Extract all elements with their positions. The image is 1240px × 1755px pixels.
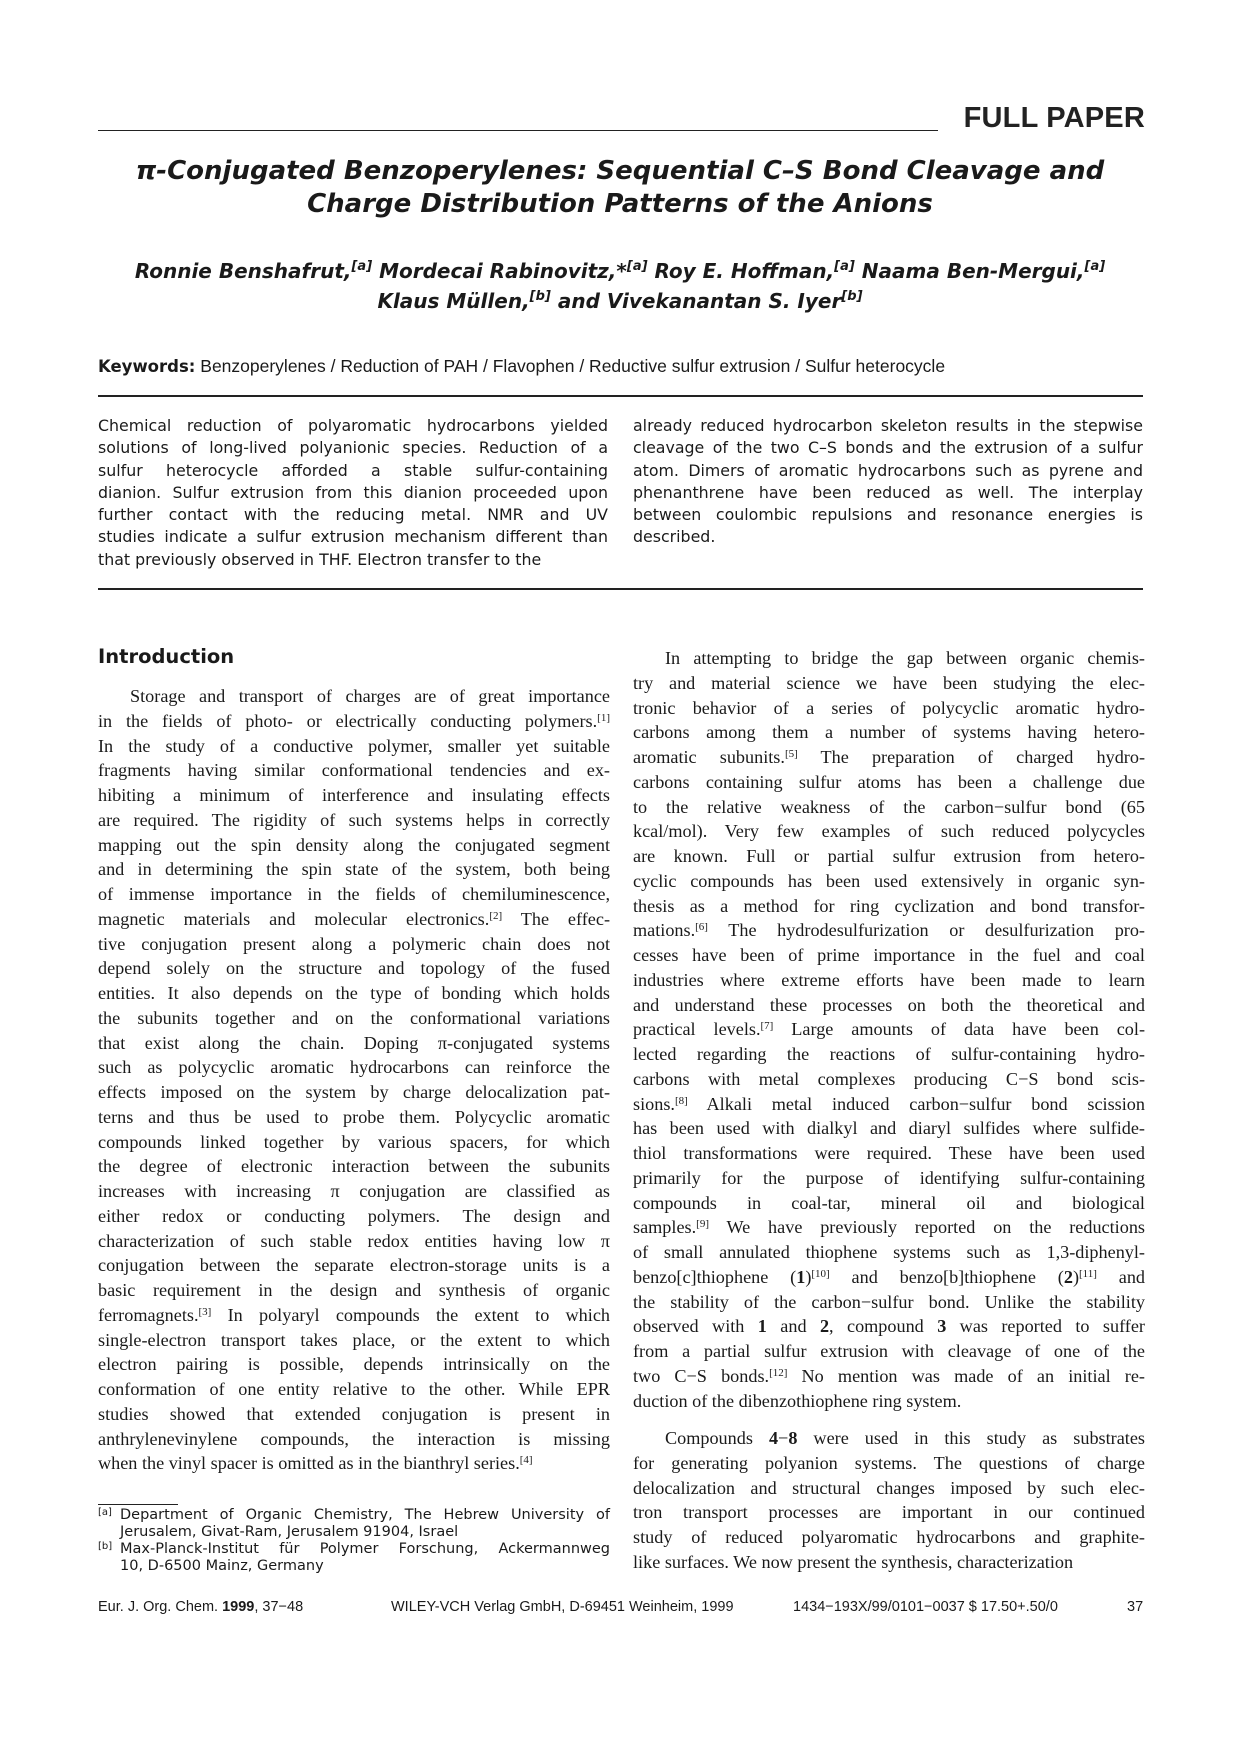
reference-citation: [12] — [769, 1366, 788, 1379]
author-affiliation: [a] — [626, 259, 648, 274]
body-line: in the fields of photo- or electrically conducting polymers.[1] — [98, 710, 610, 731]
footnote-line: 10, D-6500 Mainz, Germany — [120, 1558, 324, 1574]
body-line: cyclic compounds has been used extensively in organic syn- — [633, 870, 1145, 891]
abstract-line: solutions of long-lived polyanionic species. Reduction of a — [98, 438, 608, 458]
body-line: studies showed that extended conjugation is present in — [98, 1403, 610, 1424]
compound-number: 3 — [937, 1316, 947, 1337]
title-line-1: π-Conjugated Benzoperylenes: Sequential C–S Bond Cleavage and — [135, 156, 1105, 186]
footer-publisher: WILEY-VCH Verlag GmbH, D-69451 Weinheim, 1999 — [391, 1599, 734, 1615]
body-line: duction of the dibenzothiophene ring system. — [633, 1390, 962, 1411]
body-line: are known. Full or partial sulfur extrusion from hetero- — [633, 846, 1145, 866]
body-line: that exist along the chain. Doping π-conjugated systems — [98, 1032, 610, 1053]
body-line: mations.[6] The hydrodesulfurization or desulfurization pro- — [633, 920, 1145, 941]
author-line-2 — [98, 286, 1142, 316]
title-line-2: Charge Distribution Patterns of the Anions — [307, 189, 933, 219]
body-line: from a partial sulfur extrusion with cleavage of one of the — [633, 1341, 1145, 1361]
reference-citation: [3] — [198, 1305, 212, 1318]
body-line: compounds in coal-tar, mineral oil and biological — [633, 1192, 1145, 1213]
body-line: electron pairing is possible, depends intrinsically on the — [98, 1354, 610, 1375]
author-affiliation: [a] — [351, 259, 373, 274]
affiliation-footnotes — [98, 1507, 610, 1575]
author-name: Ronnie Benshafrut, — [134, 259, 352, 283]
abstract-left-column — [98, 415, 608, 571]
body-line: tronic behavior of a series of polycyclic aromatic hydro- — [633, 697, 1145, 718]
footer-journal: Eur. J. Org. Chem. — [98, 1599, 219, 1615]
body-line: In the study of a conductive polymer, smaller yet suitable — [98, 735, 610, 756]
keywords-label: Keywords: — [98, 357, 196, 376]
abstract-bottom-rule — [98, 588, 1143, 590]
reference-citation: [11] — [1079, 1267, 1097, 1280]
reference-citation: [2] — [489, 909, 503, 922]
body-line: samples.[9] We have previously reported on the reductions — [633, 1217, 1145, 1238]
reference-citation: [4] — [519, 1454, 533, 1467]
author-affiliation: [b] — [529, 289, 551, 304]
body-line: Compounds 4−8 were used in this study as substrates — [665, 1428, 1146, 1448]
paper-title — [120, 155, 1120, 221]
body-line: of small annulated thiophene systems such as 1,3-diphenyl- — [633, 1242, 1145, 1262]
footnote-mark: [a] — [98, 1507, 112, 1518]
body-line: industries where extreme efforts have been made to learn — [633, 969, 1145, 990]
body-line: characterization of such stable redox entities having low π — [98, 1230, 610, 1251]
body-line: when the vinyl spacer is omitted as in the bianthryl series.[4] — [98, 1453, 533, 1474]
abstract-line: dianion. Sulfur extrusion from this dianion proceeded upon — [98, 482, 608, 502]
body-line: primarily for the purpose of identifying sulfur-containing — [633, 1167, 1145, 1188]
body-line: aromatic subunits.[5] The preparation of charged hydro- — [633, 747, 1146, 767]
body-line: thiol transformations were required. These have been used — [633, 1143, 1145, 1163]
body-line: fragments having similar conformational tendencies and ex- — [98, 760, 610, 781]
body-line: and in determining the spin state of the system, both being — [98, 859, 610, 880]
author-name: Naama Ben-Mergui, — [861, 259, 1085, 283]
body-line: and understand these processes on both the theoretical and — [633, 994, 1145, 1015]
body-line: try and material science we have been studying the elec- — [633, 672, 1145, 693]
reference-citation: [8] — [674, 1094, 688, 1107]
body-line: hibiting a minimum of interference and insulating effects — [98, 785, 610, 805]
reference-citation: [9] — [696, 1218, 709, 1231]
body-line: kcal/mol). Very few examples of such reduced polycycles — [633, 821, 1145, 842]
keywords — [98, 354, 1143, 379]
body-line: tron transport processes are important in our continued — [633, 1502, 1145, 1523]
abstract-line: cleavage of the two C–S bonds and the extrusion of a sulfur — [633, 438, 1143, 458]
body-line: conformation of one entity relative to the other. While EPR — [98, 1379, 610, 1399]
body-line: the subunits together and on the conformational variations — [98, 1007, 610, 1028]
footer-code: 1434−193X/99/0101−0037 $ 17.50+.50/0 — [793, 1599, 1058, 1615]
footnote-mark: [b] — [98, 1541, 113, 1552]
author-name: Mordecai Rabinovitz,* — [379, 259, 627, 283]
footnote — [98, 1507, 610, 1541]
footnote-line: Jerusalem, Givat-Ram, Jerusalem 91904, Israel — [120, 1524, 459, 1540]
body-line: effects imposed on the system by charge delocalization pat- — [98, 1082, 610, 1102]
reference-citation: [1] — [597, 711, 610, 724]
body-line: study of reduced polyaromatic hydrocarbons and graphite- — [633, 1527, 1145, 1547]
body-line: benzo[c]thiophene (1)[10] and benzo[b]thiophene (2)[11] and — [633, 1266, 1146, 1287]
author-list — [98, 256, 1142, 316]
body-line: terns and thus be used to probe them. Polycyclic aromatic — [98, 1106, 610, 1127]
body-line: the stability of the carbon−sulfur bond. Unlike the stability — [633, 1291, 1145, 1312]
body-line: compounds linked together by various spacers, for which — [98, 1131, 610, 1152]
body-line: increases with increasing π conjugation are classified as — [98, 1181, 610, 1201]
author-name: and Vivekanantan S. Iyer — [557, 289, 842, 313]
body-line: depend solely on the structure and topology of the fused — [98, 958, 610, 979]
body-line: practical levels.[7] Large amounts of data have been col- — [633, 1019, 1145, 1040]
body-line: In attempting to bridge the gap between organic chemis- — [665, 648, 1145, 668]
footnote-line: Max-Planck-Institut für Polymer Forschung, Ackermannweg — [120, 1541, 610, 1557]
abstract-line: further contact with the reducing metal. NMR and UV — [98, 505, 608, 525]
body-line: to the relative weakness of the carbon−sulfur bond (65 — [633, 796, 1145, 817]
body-line: ferromagnets.[3] In polyaryl compounds the extent to which — [98, 1304, 610, 1325]
body-line: tive conjugation present along a polymeric chain does not — [98, 933, 610, 954]
body-line: magnetic materials and molecular electronics.[2] The effec- — [98, 908, 610, 929]
header-rule — [98, 130, 938, 131]
author-affiliation: [b] — [841, 289, 863, 304]
introduction-left-column — [98, 684, 610, 1476]
body-line: like surfaces. We now present the synthesis, characterization — [633, 1551, 1074, 1572]
abstract-line: between coulombic repulsions and resonance energies is — [633, 505, 1143, 525]
abstract-line: Chemical reduction of polyaromatic hydrocarbons yielded — [98, 416, 608, 435]
abstract-line: studies indicate a sulfur extrusion mechanism different than — [98, 527, 608, 547]
body-line: either redox or conducting polymers. The design and — [98, 1205, 610, 1226]
body-line: basic requirement in the design and synthesis of organic — [98, 1280, 610, 1300]
abstract-line: already reduced hydrocarbon skeleton results in the stepwise — [633, 416, 1143, 435]
body-line: such as polycyclic aromatic hydrocarbons can reinforce the — [98, 1057, 610, 1078]
body-line: sions.[8] Alkali metal induced carbon−sulfur bond scission — [633, 1093, 1145, 1114]
author-line-1 — [98, 256, 1142, 286]
body-line: delocalization and structural changes imposed by such elec- — [633, 1477, 1145, 1498]
compound-number: 2 — [1063, 1266, 1073, 1287]
body-line: the degree of electronic interaction between the subunits — [98, 1156, 610, 1177]
abstract-line: that previously observed in THF. Electron transfer to the — [98, 549, 542, 569]
body-line: carbons with metal complexes producing C−S bond scis- — [633, 1068, 1145, 1089]
abstract-line: sulfur heterocycle afforded a stable sulfur-containing — [98, 460, 608, 480]
body-line: for generating polyanion systems. The questions of charge — [633, 1452, 1145, 1473]
compound-number: 4 — [768, 1428, 779, 1448]
body-line: two C−S bonds.[12] No mention was made of an initial re- — [633, 1365, 1145, 1386]
compound-number: 8 — [788, 1428, 798, 1448]
compound-number: 2 — [819, 1316, 830, 1337]
body-line: are required. The rigidity of such systems helps in correctly — [98, 809, 610, 830]
section-label: FULL PAPER — [963, 102, 1145, 134]
body-line: of immense importance in the fields of chemiluminescence, — [98, 884, 610, 904]
author-name: Klaus Müllen, — [377, 289, 530, 313]
body-line: single-electron transport takes place, or the extent to which — [98, 1329, 610, 1350]
reference-citation: [10] — [811, 1267, 830, 1280]
body-line: entities. It also depends on the type of bonding which holds — [98, 983, 610, 1003]
author-affiliation: [a] — [1084, 259, 1106, 274]
body-line: has been used with dialkyl and diaryl sulfides where sulfide- — [633, 1118, 1145, 1139]
introduction-right-column-paragraph-2 — [633, 1426, 1145, 1575]
body-line: carbons containing sulfur atoms has been a challenge due — [633, 771, 1145, 792]
reference-citation: [7] — [760, 1020, 774, 1033]
footnote-line: Department of Organic Chemistry, The Hebrew University of — [120, 1507, 610, 1523]
body-line: Storage and transport of charges are of great importance — [130, 686, 610, 706]
body-line: observed with 1 and 2, compound 3 was reported to suffer — [633, 1316, 1145, 1337]
footer-citation — [98, 1599, 303, 1615]
author-affiliation: [a] — [834, 259, 855, 274]
abstract-line: atom. Dimers of aromatic hydrocarbons such as pyrene and — [633, 460, 1143, 480]
reference-citation: [5] — [784, 748, 798, 760]
abstract-line: described. — [633, 527, 716, 547]
page-number: 37 — [1127, 1599, 1144, 1615]
abstract-right-column — [633, 415, 1143, 549]
introduction-right-column-paragraph-1 — [633, 646, 1145, 1413]
body-line: cesses have been of prime importance in the fuel and coal — [633, 945, 1145, 965]
reference-citation: [6] — [695, 921, 708, 934]
author-name: Roy E. Hoffman, — [654, 259, 835, 283]
body-line: conjugation between the separate electron-storage units is a — [98, 1255, 610, 1276]
compound-number: 1 — [796, 1266, 806, 1287]
footer-year: 1999 — [222, 1599, 255, 1615]
compound-number: 1 — [757, 1316, 767, 1337]
body-line: mapping out the spin density along the conjugated segment — [98, 834, 610, 855]
abstract-top-rule — [98, 395, 1143, 397]
footer-pages: , 37−48 — [254, 1599, 304, 1615]
body-line: carbons among them a number of systems having hetero- — [633, 722, 1145, 743]
keywords-text: Benzoperylenes / Reduction of PAH / Flavophen / Reductive sulfur extrusion / Sulfur heterocycle — [200, 356, 946, 376]
body-line: thesis as a method for ring cyclization and bond transfor- — [633, 895, 1145, 916]
footnote — [98, 1541, 610, 1575]
abstract-line: phenanthrene have been reduced as well. The interplay — [633, 482, 1143, 502]
body-line: anthrylenevinylene compounds, the interaction is missing — [98, 1428, 610, 1449]
body-line: lected regarding the reactions of sulfur-containing hydro- — [633, 1044, 1145, 1064]
introduction-heading: Introduction — [98, 645, 235, 668]
